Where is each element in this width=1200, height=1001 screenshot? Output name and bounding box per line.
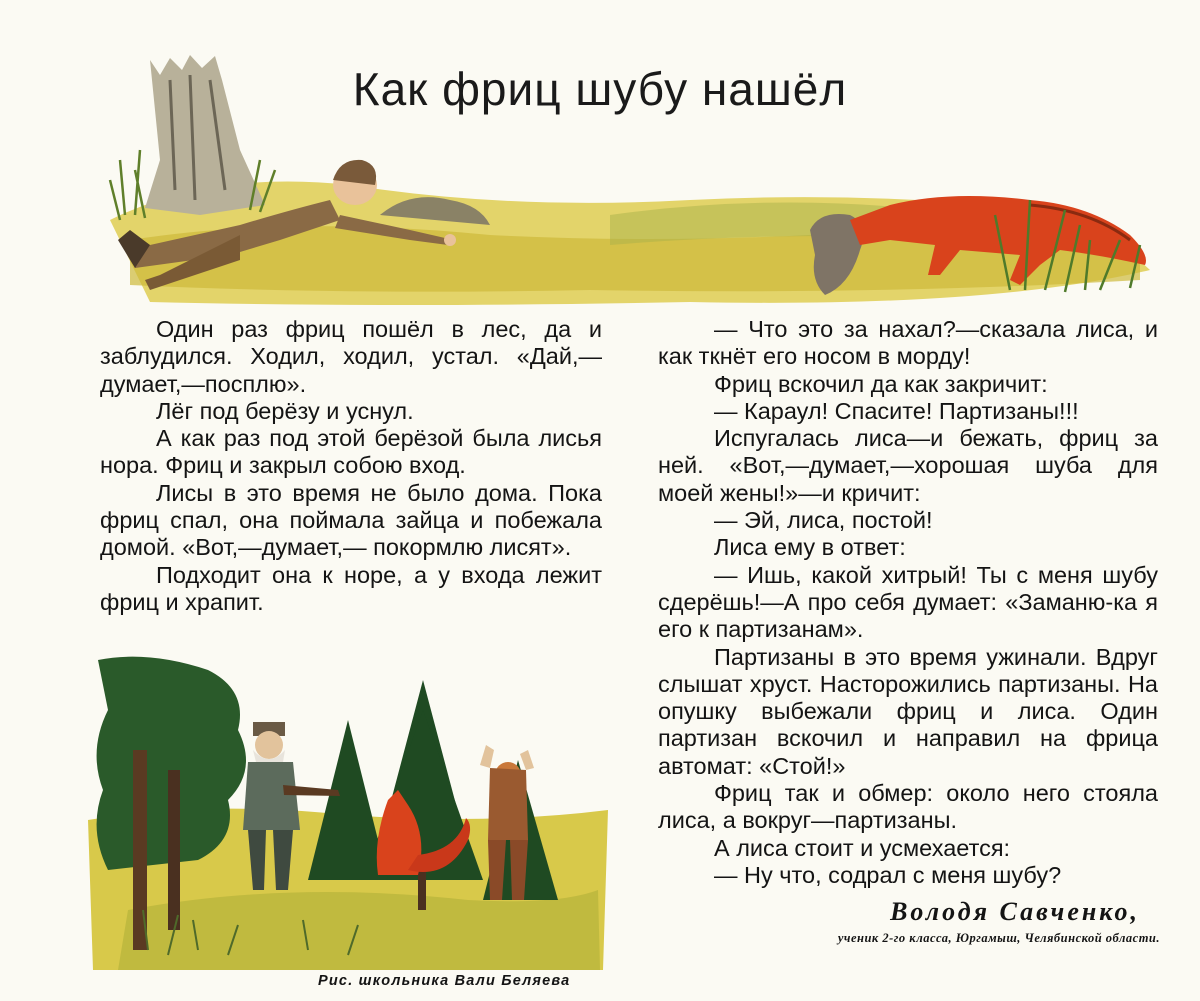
- paragraph: — Караул! Спасите! Партизаны!!!: [714, 397, 1079, 424]
- paragraph: — Ишь, какой хитрый! Ты с меня шубу сдерёшь!—А про себя думает: «Заманю-ка я его к партизанам».: [658, 561, 1158, 643]
- paragraph: А как раз под этой берёзой была лисья нора. Фриц и закрыл собою вход.: [100, 425, 602, 479]
- author-signature: Володя Савченко,: [890, 897, 1140, 926]
- paragraph: Лисы в это время не было дома. Пока фриц спал, она поймала зайца и побежала домой. «Вот,—думает,— покормлю лисят».: [100, 479, 602, 561]
- fir-tree: [308, 720, 388, 880]
- paragraph: — Ну что, содрал с меня шубу?: [714, 861, 1062, 888]
- paragraph: — Эй, лиса, постой!: [714, 507, 933, 534]
- paragraph: Фриц вскочил да как закричит:: [714, 370, 1048, 397]
- author-detail: ученик 2-го класса, Юргамыш, Челябинской области.: [837, 931, 1160, 945]
- paragraph: А лиса стоит и усмехается:: [714, 834, 1011, 861]
- left-column: [100, 316, 602, 616]
- paragraph: Лёг под берёзу и уснул.: [156, 397, 414, 424]
- paragraph: Один раз фриц пошёл в лес, да и заблудился. Ходил, ходил, устал. «Дай,— думает,—посплю».: [100, 316, 602, 397]
- paragraph: Испугалась лиса—и бежать, фриц за ней. «Вот,—думает,—хорошая шуба для моей жены!»—и кричит:: [658, 425, 1158, 506]
- right-column: [658, 316, 1158, 889]
- story-title: Как фриц шубу нашёл: [352, 63, 848, 115]
- paragraph: Лиса ему в ответ:: [714, 534, 906, 561]
- illustration-credit: Рис. школьника Вали Беляева: [318, 973, 571, 989]
- paragraph: Подходит она к норе, а у входа лежит фриц и храпит.: [100, 561, 602, 615]
- paragraph: Партизаны в это время ужинали. Вдруг слышат хруст. Насторожились партизаны. На опушку выбежали фриц и лиса. Один партизан вскочил и направил на фрица автомат: «Стой!»: [658, 643, 1158, 779]
- bottom-illustration: [88, 650, 608, 975]
- tree-stump: [145, 55, 265, 215]
- paragraph: — Что это за нахал?—сказала лиса, и как ткнёт его носом в морду!: [658, 316, 1158, 370]
- paragraph: Фриц так и обмер: около него стояла лиса, а вокруг—партизаны.: [658, 780, 1158, 834]
